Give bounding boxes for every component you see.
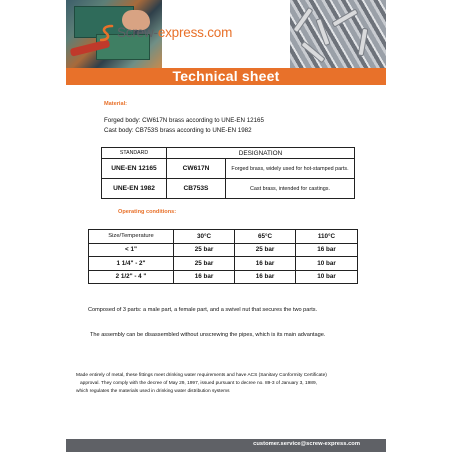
material-line: Forged body: CW617N brass according to UNE-EN 12165 [104, 117, 264, 124]
certification-line: which regulates the materials used in drinking water distribution systems [76, 389, 230, 394]
pressure-cell: 25 bar [174, 257, 235, 271]
standards-table [101, 147, 355, 199]
footer-bar [66, 439, 386, 452]
table-row [89, 243, 358, 257]
header-cell: 30°C [174, 230, 235, 244]
header-designation: DESIGNATION [167, 148, 355, 159]
screw-image [315, 18, 330, 46]
header-cell: 110°C [296, 230, 358, 244]
standard-cell: UNE-EN 12165 [102, 159, 167, 179]
size-cell: 1 1/4" - 2" [89, 257, 174, 271]
pressure-cell: 25 bar [235, 243, 296, 257]
header-standard: STANDARD [102, 148, 167, 159]
standard-cell: UNE-EN 1982 [102, 179, 167, 199]
assembly-text: The assembly can be disassembled without unscrewing the pipes, which is its main advantage. [90, 332, 326, 338]
table-row [89, 270, 358, 284]
page-title: Technical sheet [172, 68, 280, 84]
screw-image [300, 41, 325, 64]
material-label: Material: [104, 101, 128, 107]
size-cell: < 1" [89, 243, 174, 257]
contact-email-link[interactable]: customer.service@screw-express.com [253, 441, 360, 447]
size-cell: 2 1/2" - 4 " [89, 270, 174, 284]
pressure-cell: 25 bar [174, 243, 235, 257]
pressure-cell: 16 bar [235, 257, 296, 271]
screw-image [331, 8, 358, 27]
operating-label: Operating conditions: [118, 209, 177, 215]
code-cell: CB753S [167, 179, 226, 199]
logo-swoosh-icon [100, 24, 114, 42]
pressure-cell: 10 bar [296, 257, 358, 271]
certification-line: approval. They comply with the decree of May 29, 1997, issued pursuant to decree no. 89-3 of January 3, 1989, [80, 381, 317, 386]
material-line: Cast body: CB753S brass according to UNE-EN 1982 [104, 127, 252, 134]
table-header-row [102, 148, 355, 159]
pressure-cell: 16 bar [174, 270, 235, 284]
brand-logo[interactable] [100, 22, 233, 46]
certification-line: Made entirely of metal, these fittings meet drinking water requirements and have ACS (Sanitary Conformity Certificate) [76, 373, 327, 378]
code-cell: CW617N [167, 159, 226, 179]
pressure-cell: 10 bar [296, 270, 358, 284]
brand-name-part2: express.com [157, 25, 233, 40]
screws-photo [290, 0, 386, 68]
operating-table [88, 229, 358, 284]
table-row [102, 159, 355, 179]
title-bar [66, 68, 386, 85]
brand-name [117, 25, 232, 40]
table-header-row [89, 230, 358, 244]
description-cell: Cast brass, intended for castings. [226, 179, 355, 199]
description-cell: Forged brass, widely used for hot-stamped parts. [226, 159, 355, 179]
pressure-cell: 16 bar [296, 243, 358, 257]
composition-text: Composed of 3 parts: a male part, a female part, and a swivel nut that secures the two parts. [88, 307, 318, 313]
table-row [89, 257, 358, 271]
brand-name-part1: Screw- [117, 25, 158, 40]
screw-image [358, 28, 369, 57]
header-cell: 65°C [235, 230, 296, 244]
pressure-cell: 16 bar [235, 270, 296, 284]
header-cell: Size/Temperature [89, 230, 174, 244]
table-row [102, 179, 355, 199]
screw-image [293, 7, 314, 33]
